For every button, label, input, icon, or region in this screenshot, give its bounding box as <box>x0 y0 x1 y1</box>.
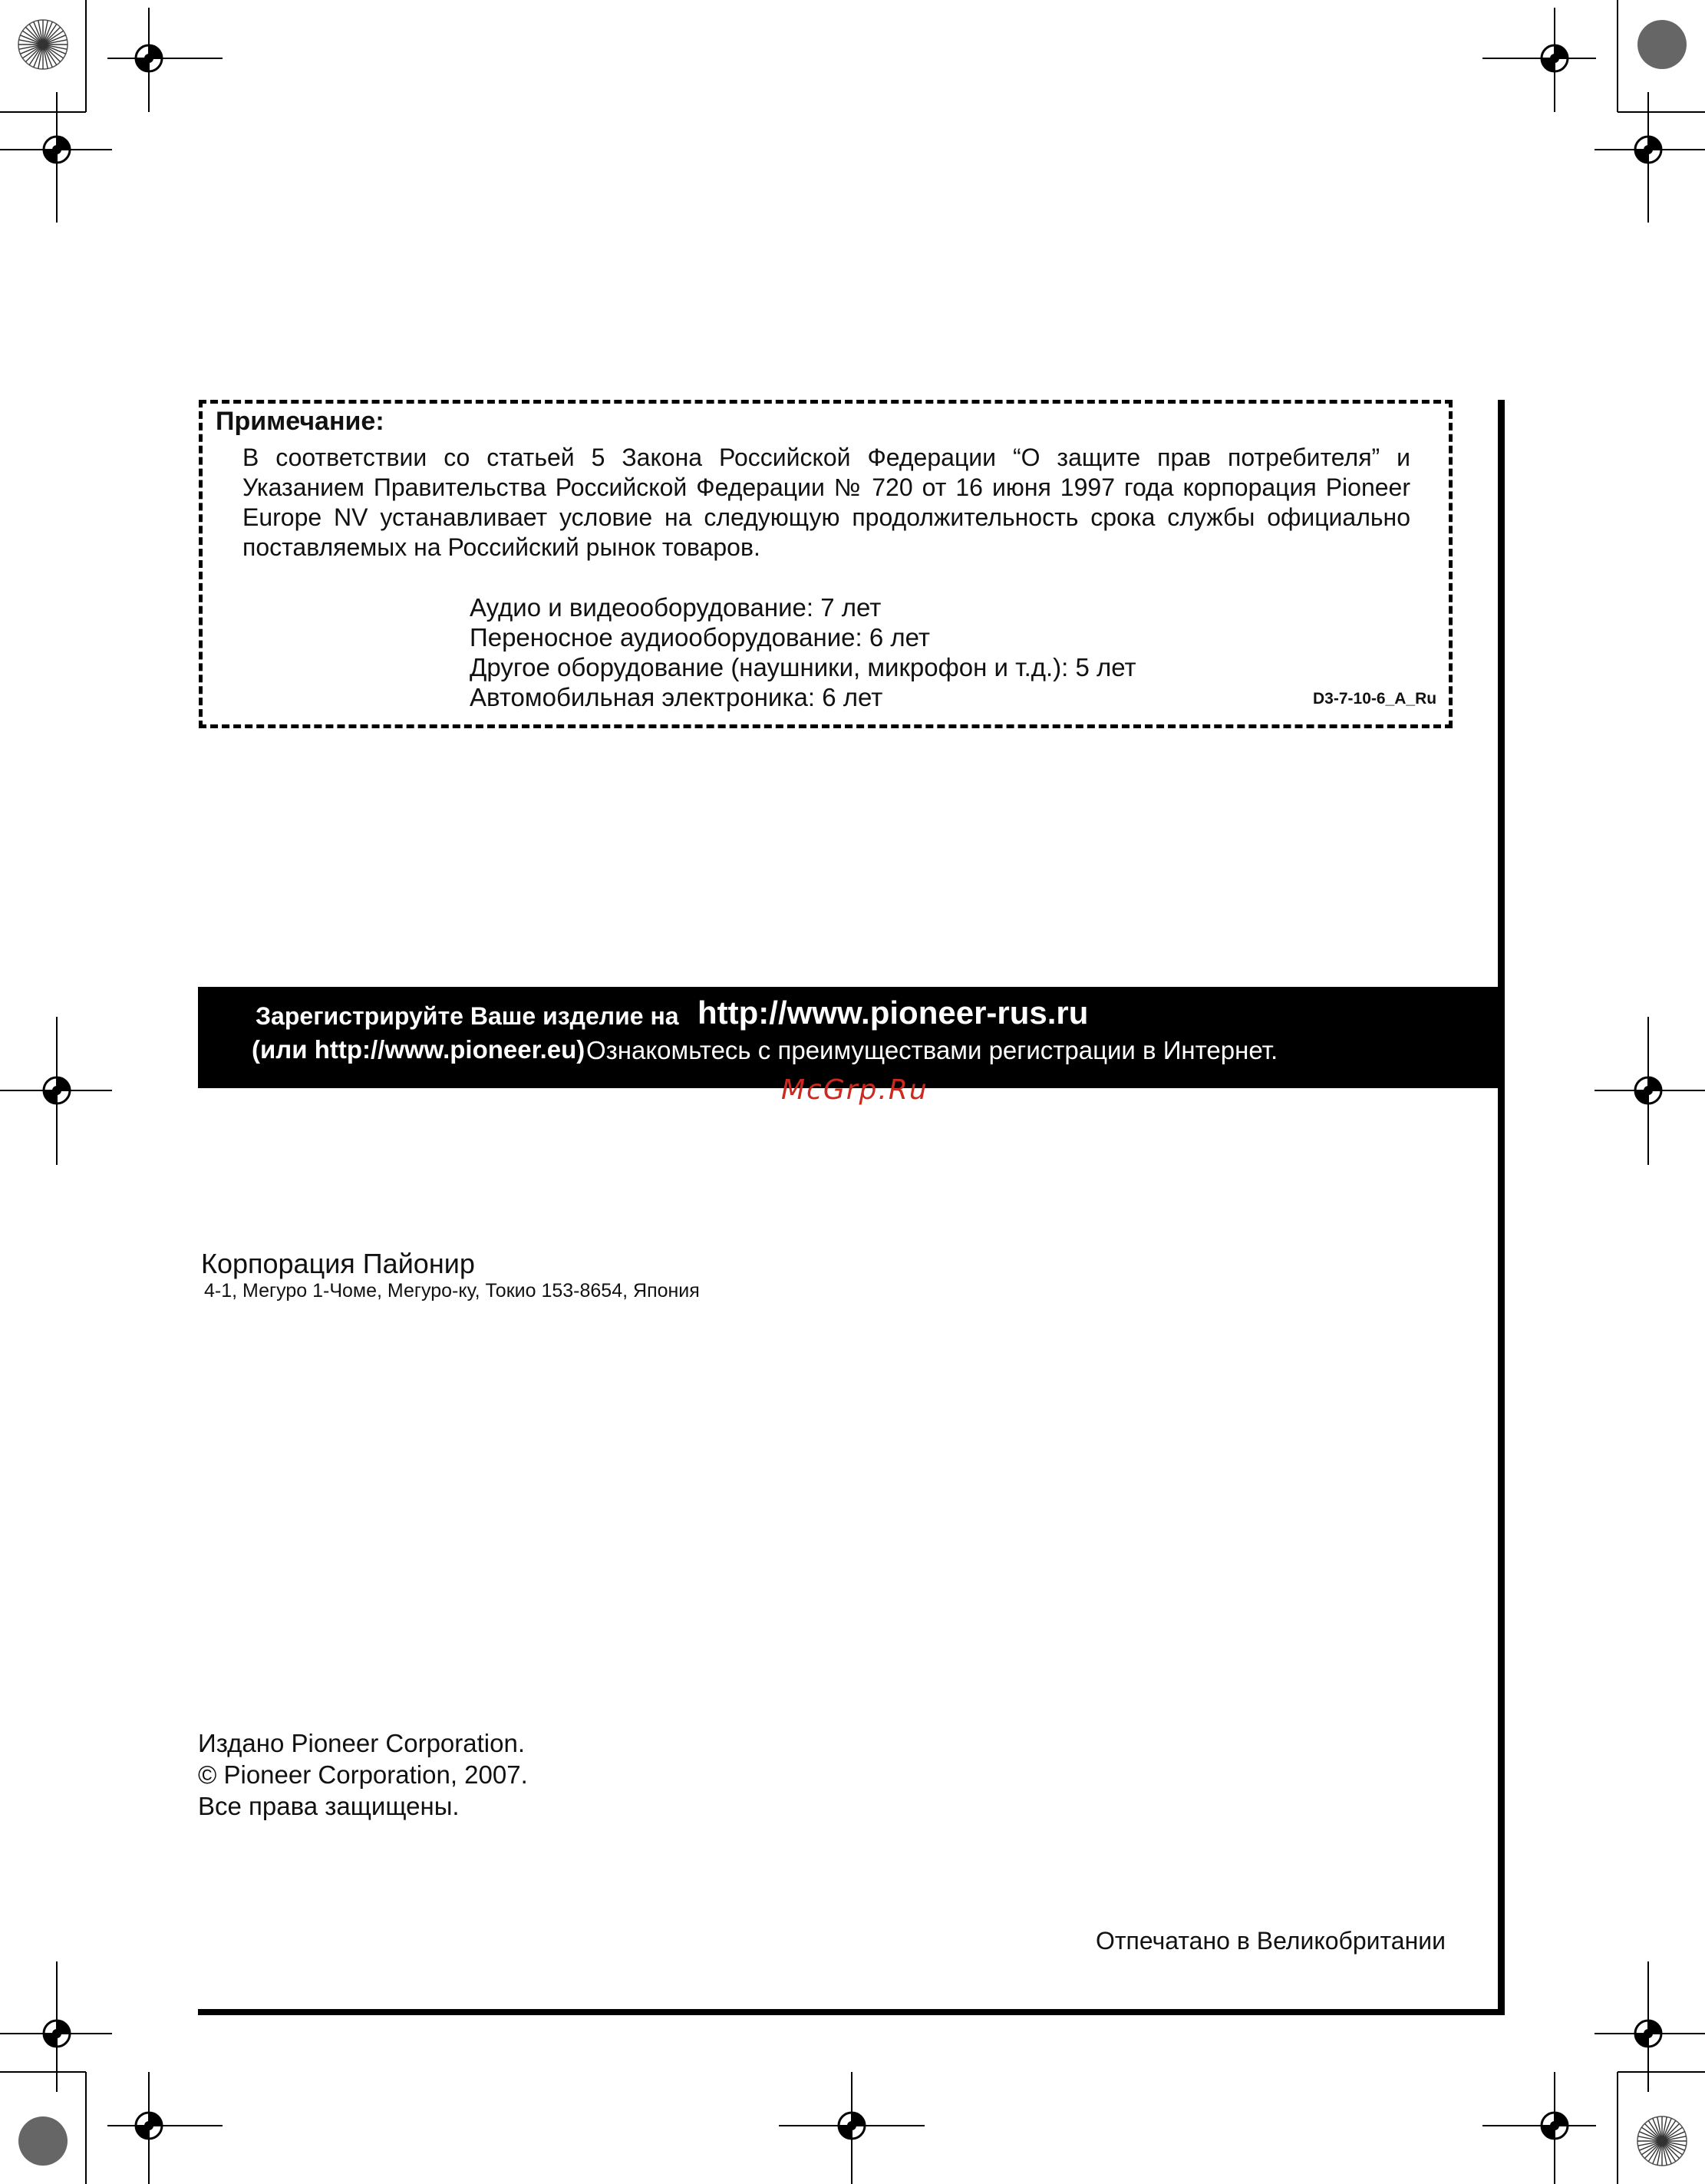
service-life-item: Автомобильная электроника: 6 лет <box>470 683 883 711</box>
publication-info <box>198 1727 528 1822</box>
document-code: D3-7-10-6_A_Ru <box>1313 690 1437 708</box>
copyright: © Pioneer Corporation, 2007. <box>198 1760 528 1789</box>
printed-in: Отпечатано в Великобритании <box>1096 1927 1446 1955</box>
page-frame-right-rule <box>1498 400 1505 2015</box>
service-life-item: Другое оборудование (наушники, микрофон и т.д.): 5 лет <box>470 653 1136 681</box>
benefits-text: Ознакомьтесь с преимуществами регистрации в Интернет. <box>586 1036 1278 1064</box>
primary-url-link[interactable]: http://www.pioneer-rus.ru <box>698 995 1089 1031</box>
register-text: Зарегистрируйте Ваше изделие на <box>256 1002 679 1030</box>
service-life-item: Аудио и видеооборудование: 7 лет <box>470 593 882 622</box>
watermark: McGrp.Ru <box>781 1074 928 1106</box>
page-frame-bottom-rule <box>198 2009 1505 2015</box>
corporation-name: Корпорация Пайонир <box>201 1248 475 1279</box>
alternate-url-link[interactable]: (или http://www.pioneer.eu) <box>252 1035 585 1064</box>
rights-reserved: Все права защищены. <box>198 1792 460 1820</box>
note-title: Примечание: <box>216 407 384 436</box>
service-life-list <box>470 592 1136 712</box>
note-paragraph: В соответствии со статьей 5 Закона Российской Федерации “О защите прав потребителя” и Указанием Правительства Российской Федерации № 720 от 16 июня 1997 года корпорация Pioneer Europe NV устанавливает условие на следующую продолжительность срока службы официально поставляемых на Российский рынок товаров. <box>242 444 1410 561</box>
published-by: Издано Pioneer Corporation. <box>198 1729 525 1757</box>
service-life-item: Переносное аудиооборудование: 6 лет <box>470 623 930 652</box>
corporation-address: 4-1, Мегуро 1-Чоме, Мегуро-ку, Токио 153-8654, Япония <box>204 1280 700 1301</box>
registration-banner <box>198 987 1505 1088</box>
